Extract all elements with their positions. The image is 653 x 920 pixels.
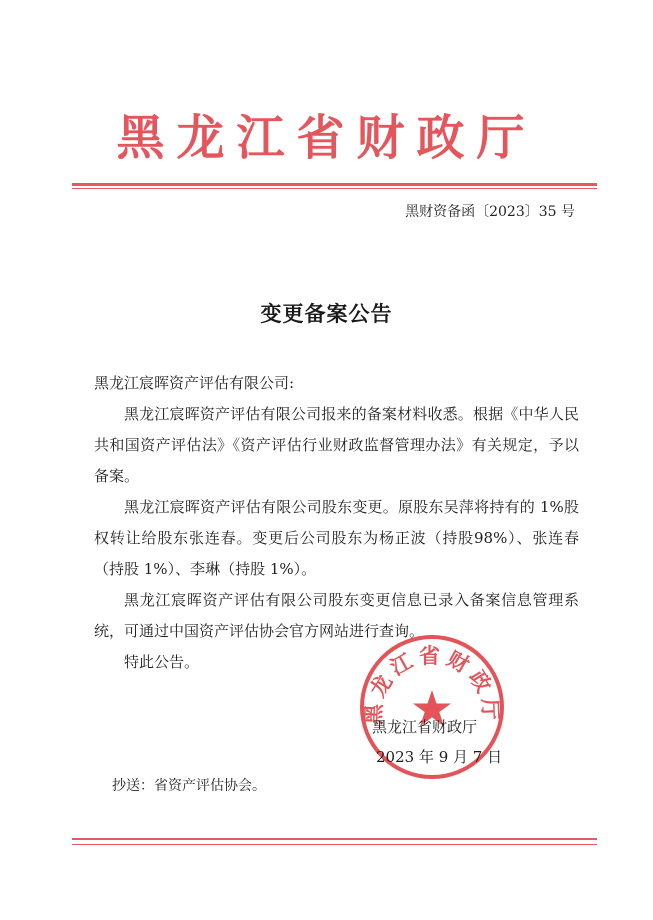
header-divider-thin <box>72 188 597 189</box>
body-paragraph-4: 特此公告。 <box>124 653 200 671</box>
signature-organization: 黑龙江省财政厅 <box>372 718 478 736</box>
body-paragraph-2: 黑龙江宸晖资产评估有限公司股东变更。原股东吴萍将持有的 1%股权转让给股东张连春。变更后公司股东为杨正波（持股98%）、张连春（持股 1%）、李琳（持股 1%）。 <box>94 498 579 578</box>
footer-divider-top <box>72 838 597 840</box>
issuer-header-title: 黑龙江省财政厅 <box>116 110 537 166</box>
cc-recipients: 抄送：省资产评估协会。 <box>112 778 266 794</box>
document-number: 黑财资备函〔2023〕35 号 <box>405 204 575 220</box>
signature-date: 2023 年 9 月 7 日 <box>376 748 503 766</box>
body-paragraph-1: 黑龙江宸晖资产评估有限公司报来的备案材料收悉。根据《中华人民共和国资产评估法》《资产评估行业财政监督管理办法》有关规定，予以备案。 <box>94 405 579 485</box>
header-divider-thick <box>72 183 597 186</box>
seal-text-path: 黑龙江省财政厅 <box>360 643 504 726</box>
document-title: 变更备案公告 <box>260 301 393 326</box>
salutation: 黑龙江宸晖资产评估有限公司: <box>94 374 295 392</box>
footer-divider-bottom <box>72 844 597 845</box>
body-paragraph-3: 黑龙江宸晖资产评估有限公司股东变更信息已录入备案信息管理系统，可通过中国资产评估协会官方网站进行查询。 <box>94 591 579 640</box>
signature-block <box>372 712 502 772</box>
